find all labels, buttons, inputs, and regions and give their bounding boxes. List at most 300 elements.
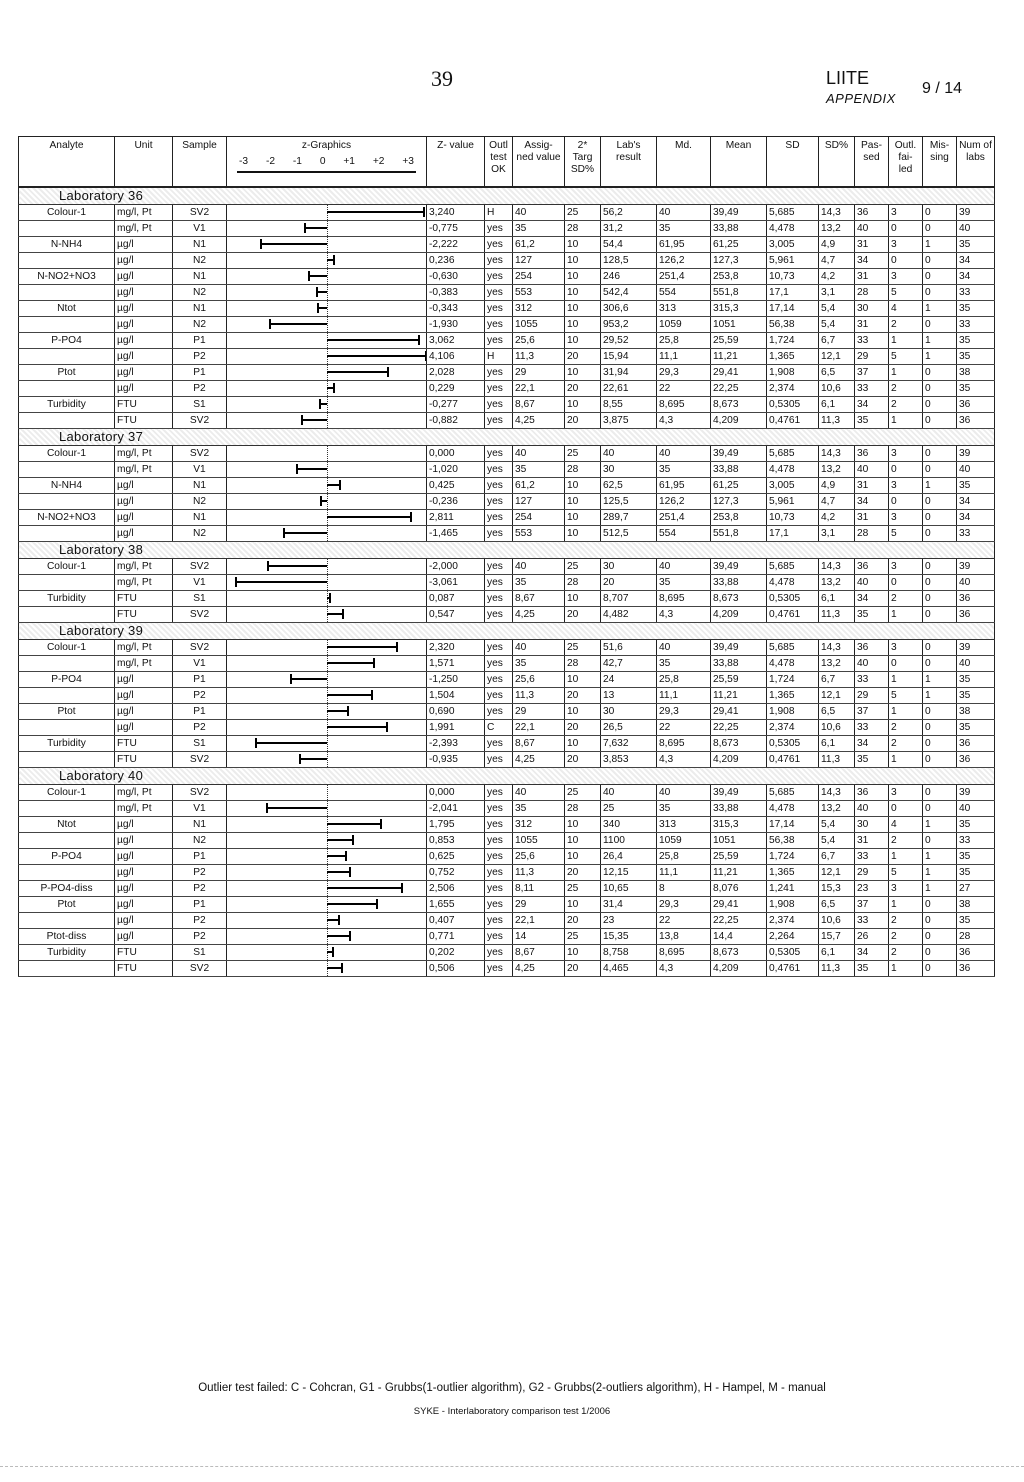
cell-num: 34: [957, 510, 995, 526]
z-score-bar: [327, 613, 343, 615]
cell-sd: 1,365: [767, 688, 819, 704]
cell-passed: 31: [855, 269, 889, 285]
z-graphic-cell: [227, 801, 427, 817]
cell-failed: 3: [889, 510, 923, 526]
col-passed: Pas- sed: [855, 137, 889, 188]
table-row: [19, 785, 995, 801]
z-score-bar-end: [316, 287, 318, 297]
cell-passed: 34: [855, 494, 889, 510]
cell-labres: 10,65: [601, 881, 657, 897]
cell-targ: 20: [565, 349, 601, 365]
cell-analyte: Ptot: [19, 897, 115, 913]
cell-analyte: Ntot: [19, 817, 115, 833]
z-zero-axis: [327, 285, 328, 300]
cell-analyte: [19, 752, 115, 768]
cell-num: 35: [957, 333, 995, 349]
cell-num: 38: [957, 365, 995, 381]
cell-outl: yes: [485, 526, 513, 542]
cell-missing: 0: [923, 221, 957, 237]
cell-analyte: [19, 317, 115, 333]
cell-labres: 31,4: [601, 897, 657, 913]
cell-sample: P2: [173, 720, 227, 736]
z-graphic-cell: [227, 253, 427, 269]
cell-md: 126,2: [657, 494, 711, 510]
cell-passed: 33: [855, 381, 889, 397]
cell-sdp: 14,3: [819, 446, 855, 462]
cell-passed: 33: [855, 672, 889, 688]
laboratory-header-row: [19, 623, 995, 640]
cell-targ: 20: [565, 752, 601, 768]
z-score-bar: [327, 823, 381, 825]
cell-failed: 3: [889, 205, 923, 221]
cell-labres: 42,7: [601, 656, 657, 672]
cell-targ: 10: [565, 269, 601, 285]
z-tick-label: +2: [372, 156, 385, 167]
cell-labres: 22,61: [601, 381, 657, 397]
cell-zvalue: -3,061: [427, 575, 485, 591]
cell-md: 40: [657, 785, 711, 801]
z-graphic-cell: [227, 526, 427, 542]
cell-labres: 3,853: [601, 752, 657, 768]
cell-zvalue: 0,690: [427, 704, 485, 720]
cell-outl: yes: [485, 269, 513, 285]
cell-mean: 39,49: [711, 205, 767, 221]
cell-sdp: 6,1: [819, 736, 855, 752]
z-score-bar: [327, 726, 387, 728]
z-zero-axis: [327, 736, 328, 751]
cell-labres: 30: [601, 704, 657, 720]
cell-outl: yes: [485, 575, 513, 591]
z-score-bar-end: [260, 239, 262, 249]
cell-num: 33: [957, 526, 995, 542]
cell-zvalue: -0,236: [427, 494, 485, 510]
cell-sd: 2,374: [767, 913, 819, 929]
cell-outl: yes: [485, 640, 513, 656]
cell-sample: N1: [173, 301, 227, 317]
cell-mean: 11,21: [711, 349, 767, 365]
z-graphic-cell: [227, 785, 427, 801]
cell-zvalue: 1,991: [427, 720, 485, 736]
cell-num: 36: [957, 413, 995, 429]
z-score-bar-end: [352, 835, 354, 845]
z-score-bar: [290, 678, 328, 680]
cell-unit: µg/l: [115, 510, 173, 526]
cell-sd: 4,478: [767, 221, 819, 237]
z-graphic-cell: [227, 672, 427, 688]
cell-outl: C: [485, 720, 513, 736]
cell-sdp: 6,5: [819, 897, 855, 913]
cell-mean: 14,4: [711, 929, 767, 945]
col-zgraphics: [227, 137, 427, 188]
cell-labres: 23: [601, 913, 657, 929]
cell-md: 8,695: [657, 945, 711, 961]
table-row: [19, 526, 995, 542]
cell-zvalue: 0,625: [427, 849, 485, 865]
laboratory-header-row: [19, 768, 995, 785]
z-score-bar-end: [418, 335, 420, 345]
cell-assigned: 1055: [513, 317, 565, 333]
cell-labres: 246: [601, 269, 657, 285]
cell-num: 36: [957, 945, 995, 961]
cell-zvalue: -0,935: [427, 752, 485, 768]
cell-md: 61,95: [657, 478, 711, 494]
cell-outl: yes: [485, 413, 513, 429]
cell-analyte: N-NH4: [19, 237, 115, 253]
cell-analyte: Colour-1: [19, 205, 115, 221]
cell-unit: µg/l: [115, 365, 173, 381]
cell-sdp: 14,3: [819, 785, 855, 801]
cell-analyte: [19, 801, 115, 817]
cell-num: 35: [957, 913, 995, 929]
cell-failed: 3: [889, 559, 923, 575]
cell-num: 35: [957, 381, 995, 397]
z-score-bar-end: [333, 255, 335, 265]
cell-num: 35: [957, 817, 995, 833]
cell-labres: 13: [601, 688, 657, 704]
cell-outl: yes: [485, 591, 513, 607]
cell-failed: 2: [889, 317, 923, 333]
cell-analyte: Colour-1: [19, 785, 115, 801]
cell-passed: 40: [855, 656, 889, 672]
cell-missing: 0: [923, 526, 957, 542]
zgraphics-rule: [237, 171, 416, 173]
cell-passed: 34: [855, 736, 889, 752]
cell-zvalue: 3,062: [427, 333, 485, 349]
cell-missing: 1: [923, 849, 957, 865]
cell-num: 35: [957, 849, 995, 865]
cell-num: 36: [957, 752, 995, 768]
cell-failed: 3: [889, 640, 923, 656]
cell-passed: 36: [855, 446, 889, 462]
cell-targ: 10: [565, 510, 601, 526]
z-graphic-cell: [227, 929, 427, 945]
cell-outl: yes: [485, 929, 513, 945]
cell-sd: 4,478: [767, 656, 819, 672]
cell-sd: 56,38: [767, 317, 819, 333]
cell-analyte: Ptot-diss: [19, 929, 115, 945]
cell-zvalue: 2,320: [427, 640, 485, 656]
cell-num: 38: [957, 897, 995, 913]
cell-zvalue: -1,930: [427, 317, 485, 333]
z-zero-axis: [327, 221, 328, 236]
cell-unit: µg/l: [115, 285, 173, 301]
cell-failed: 1: [889, 607, 923, 623]
cell-analyte: P-PO4-diss: [19, 881, 115, 897]
cell-sdp: 3,1: [819, 526, 855, 542]
z-score-bar-end: [345, 851, 347, 861]
z-score-bar-end: [255, 738, 257, 748]
z-tick-label: -2: [265, 156, 275, 167]
cell-missing: 0: [923, 510, 957, 526]
cell-num: 36: [957, 591, 995, 607]
col-md: Md.: [657, 137, 711, 188]
z-score-bar: [327, 839, 353, 841]
z-zero-axis: [327, 559, 328, 574]
cell-num: 27: [957, 881, 995, 897]
z-graphic-cell: [227, 333, 427, 349]
table-row: [19, 881, 995, 897]
cell-unit: µg/l: [115, 672, 173, 688]
z-score-bar-end: [410, 512, 412, 522]
cell-analyte: [19, 833, 115, 849]
z-score-bar: [327, 710, 348, 712]
z-score-bar-end: [269, 319, 271, 329]
z-graphic-cell: [227, 607, 427, 623]
col-failed: Outl. fai- led: [889, 137, 923, 188]
cell-unit: µg/l: [115, 833, 173, 849]
z-graphic-cell: [227, 688, 427, 704]
cell-outl: yes: [485, 333, 513, 349]
z-graphic-cell: [227, 237, 427, 253]
z-zero-axis: [327, 413, 328, 428]
cell-assigned: 553: [513, 285, 565, 301]
cell-targ: 20: [565, 688, 601, 704]
z-graphic-cell: [227, 559, 427, 575]
cell-outl: yes: [485, 785, 513, 801]
cell-mean: 127,3: [711, 494, 767, 510]
cell-missing: 0: [923, 897, 957, 913]
cell-sd: 4,478: [767, 801, 819, 817]
cell-sample: SV2: [173, 785, 227, 801]
cell-labres: 7,632: [601, 736, 657, 752]
cell-targ: 25: [565, 881, 601, 897]
z-score-bar: [327, 339, 419, 341]
cell-mean: 39,49: [711, 640, 767, 656]
table-row: [19, 446, 995, 462]
cell-mean: 253,8: [711, 269, 767, 285]
cell-sample: N2: [173, 285, 227, 301]
z-graphic-cell: [227, 913, 427, 929]
cell-labres: 4,465: [601, 961, 657, 977]
cell-mean: 39,49: [711, 446, 767, 462]
cell-unit: mg/l, Pt: [115, 559, 173, 575]
cell-missing: 0: [923, 945, 957, 961]
cell-assigned: 40: [513, 446, 565, 462]
cell-analyte: [19, 913, 115, 929]
cell-targ: 20: [565, 961, 601, 977]
cell-sdp: 4,2: [819, 269, 855, 285]
z-graphic-cell: [227, 897, 427, 913]
cell-passed: 31: [855, 478, 889, 494]
cell-mean: 33,88: [711, 656, 767, 672]
cell-num: 40: [957, 462, 995, 478]
cell-num: 35: [957, 237, 995, 253]
cell-failed: 1: [889, 752, 923, 768]
z-score-bar-end: [396, 642, 398, 652]
cell-sd: 17,1: [767, 526, 819, 542]
cell-mean: 33,88: [711, 801, 767, 817]
z-score-bar-end: [338, 915, 340, 925]
z-graphic-cell: [227, 349, 427, 365]
laboratory-title: Laboratory 36: [19, 187, 995, 205]
z-score-bar-end: [376, 899, 378, 909]
cell-targ: 10: [565, 736, 601, 752]
cell-assigned: 127: [513, 494, 565, 510]
cell-outl: yes: [485, 897, 513, 913]
cell-missing: 1: [923, 333, 957, 349]
cell-analyte: N-NO2+NO3: [19, 510, 115, 526]
cell-targ: 10: [565, 237, 601, 253]
table-row: [19, 365, 995, 381]
cell-failed: 1: [889, 672, 923, 688]
cell-mean: 4,209: [711, 752, 767, 768]
table-row: [19, 752, 995, 768]
cell-md: 313: [657, 301, 711, 317]
cell-mean: 25,59: [711, 849, 767, 865]
cell-sd: 0,4761: [767, 752, 819, 768]
cell-zvalue: -0,343: [427, 301, 485, 317]
z-graphic-cell: [227, 285, 427, 301]
cell-failed: 1: [889, 961, 923, 977]
cell-assigned: 29: [513, 365, 565, 381]
cell-mean: 25,59: [711, 333, 767, 349]
cell-analyte: Ptot: [19, 704, 115, 720]
cell-failed: 0: [889, 221, 923, 237]
cell-failed: 2: [889, 945, 923, 961]
cell-analyte: Colour-1: [19, 559, 115, 575]
table-row: [19, 607, 995, 623]
z-graphic-cell: [227, 881, 427, 897]
cell-num: 39: [957, 640, 995, 656]
cell-unit: µg/l: [115, 929, 173, 945]
cell-unit: µg/l: [115, 333, 173, 349]
table-row: [19, 413, 995, 429]
cell-failed: 1: [889, 704, 923, 720]
cell-outl: yes: [485, 478, 513, 494]
cell-labres: 26,5: [601, 720, 657, 736]
cell-sd: 1,908: [767, 897, 819, 913]
cell-zvalue: 0,407: [427, 913, 485, 929]
cell-missing: 0: [923, 704, 957, 720]
cell-labres: 40: [601, 785, 657, 801]
cell-outl: yes: [485, 510, 513, 526]
cell-sdp: 4,7: [819, 494, 855, 510]
z-score-bar-end: [373, 658, 375, 668]
cell-sd: 5,685: [767, 559, 819, 575]
cell-targ: 10: [565, 817, 601, 833]
cell-md: 251,4: [657, 510, 711, 526]
cell-md: 40: [657, 559, 711, 575]
table-row: [19, 833, 995, 849]
cell-mean: 253,8: [711, 510, 767, 526]
table-row: [19, 688, 995, 704]
cell-zvalue: 0,000: [427, 446, 485, 462]
table-row: [19, 720, 995, 736]
cell-analyte: P-PO4: [19, 672, 115, 688]
cell-sd: 1,908: [767, 704, 819, 720]
cell-md: 29,3: [657, 704, 711, 720]
cell-mean: 29,41: [711, 897, 767, 913]
table-row: [19, 253, 995, 269]
cell-missing: 0: [923, 462, 957, 478]
cell-sdp: 10,6: [819, 720, 855, 736]
cell-unit: mg/l, Pt: [115, 205, 173, 221]
cell-md: 35: [657, 575, 711, 591]
cell-failed: 1: [889, 849, 923, 865]
cell-failed: 3: [889, 237, 923, 253]
cell-missing: 1: [923, 301, 957, 317]
cell-targ: 28: [565, 462, 601, 478]
cell-sample: SV2: [173, 752, 227, 768]
cell-sd: 56,38: [767, 833, 819, 849]
cell-assigned: 35: [513, 656, 565, 672]
cell-sample: V1: [173, 656, 227, 672]
z-score-bar: [260, 243, 327, 245]
cell-sd: 3,005: [767, 478, 819, 494]
z-graphic-cell: [227, 397, 427, 413]
cell-missing: 0: [923, 397, 957, 413]
cell-targ: 20: [565, 413, 601, 429]
cell-passed: 40: [855, 221, 889, 237]
cell-outl: yes: [485, 494, 513, 510]
liite-label: LIITE: [826, 68, 870, 88]
cell-targ: 10: [565, 849, 601, 865]
cell-mean: 8,076: [711, 881, 767, 897]
cell-mean: 61,25: [711, 478, 767, 494]
z-score-bar-end: [339, 480, 341, 490]
cell-mean: 11,21: [711, 865, 767, 881]
cell-md: 554: [657, 526, 711, 542]
cell-failed: 5: [889, 688, 923, 704]
cell-assigned: 8,67: [513, 945, 565, 961]
cell-passed: 40: [855, 801, 889, 817]
cell-unit: µg/l: [115, 720, 173, 736]
cell-assigned: 25,6: [513, 849, 565, 865]
cell-labres: 31,94: [601, 365, 657, 381]
cell-unit: µg/l: [115, 494, 173, 510]
cell-labres: 29,52: [601, 333, 657, 349]
z-score-bar: [327, 967, 342, 969]
cell-zvalue: -2,041: [427, 801, 485, 817]
cell-sample: N1: [173, 817, 227, 833]
cell-num: 36: [957, 397, 995, 413]
z-graphic-cell: [227, 865, 427, 881]
z-graphic-cell: [227, 591, 427, 607]
cell-num: 28: [957, 929, 995, 945]
cell-outl: yes: [485, 397, 513, 413]
cell-mean: 1051: [711, 317, 767, 333]
cell-failed: 5: [889, 349, 923, 365]
cell-zvalue: 1,795: [427, 817, 485, 833]
cell-sd: 5,685: [767, 640, 819, 656]
cell-analyte: P-PO4: [19, 333, 115, 349]
cell-sdp: 4,2: [819, 510, 855, 526]
cell-sample: P2: [173, 865, 227, 881]
cell-passed: 35: [855, 413, 889, 429]
cell-md: 29,3: [657, 365, 711, 381]
cell-mean: 8,673: [711, 736, 767, 752]
cell-sample: P2: [173, 929, 227, 945]
cell-analyte: [19, 656, 115, 672]
cell-passed: 33: [855, 913, 889, 929]
cell-sd: 0,4761: [767, 961, 819, 977]
cell-num: 35: [957, 865, 995, 881]
cell-missing: 1: [923, 688, 957, 704]
cell-missing: 0: [923, 413, 957, 429]
cell-num: 40: [957, 575, 995, 591]
z-zero-axis: [327, 785, 328, 800]
cell-md: 25,8: [657, 672, 711, 688]
cell-zvalue: -1,020: [427, 462, 485, 478]
cell-sdp: 10,6: [819, 913, 855, 929]
cell-failed: 5: [889, 526, 923, 542]
cell-sample: N2: [173, 253, 227, 269]
cell-unit: µg/l: [115, 237, 173, 253]
cell-sample: P2: [173, 881, 227, 897]
cell-num: 35: [957, 349, 995, 365]
cell-sample: P2: [173, 913, 227, 929]
cell-unit: mg/l, Pt: [115, 462, 173, 478]
